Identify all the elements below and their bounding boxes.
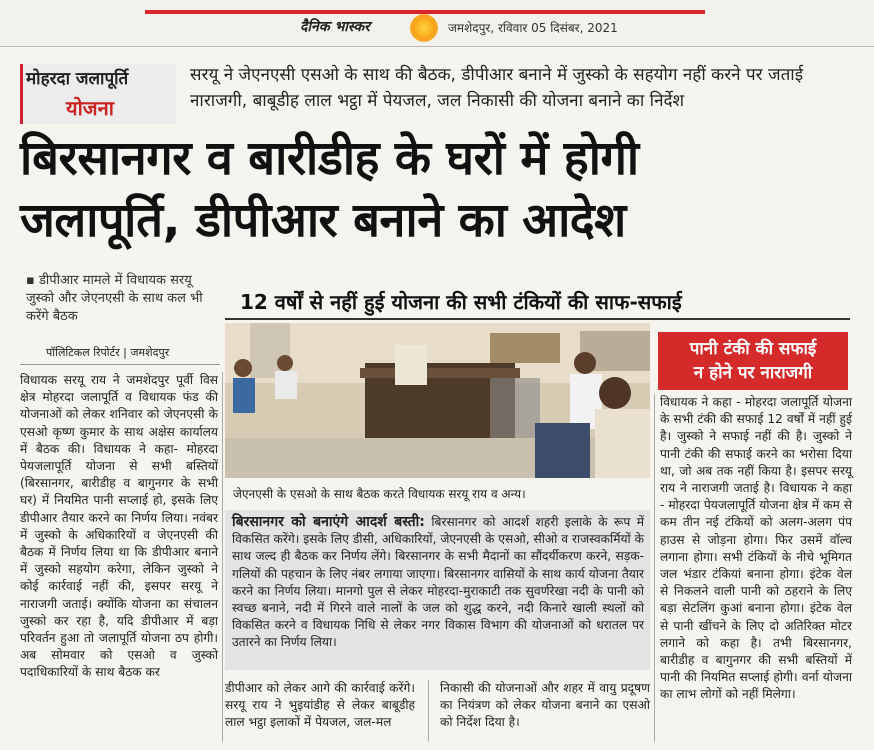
headline-line2: जलापूर्ति, डीपीआर बनाने का आदेश: [20, 193, 626, 248]
right-column-text: विधायक ने कहा - मोहरदा जलापूर्ति योजना के सभी टंकी की सफाई 12 वर्षों में नहीं हुई है। जुस्को ने सफाई नहीं की है। जुस्को ने पानी टंकी की सफाई करने का भरोसा दिया था, जो अब तक नहीं किया है। इसपर सरयू राय ने नाराजगी जताई है। विधायक ने कहा - मोहरदा पेयजलापूर्ति योजना क्षेत्र में कम से कम तीन नई टंकियों को अलग-अलग पंप हाउस से जोड़ना होगा। फिर उसमें वॉल्व लगाना होगा। सभी टंकियों के नीचे भूमिगत जल भंडार टंकियां बनाना होगा। इंटेक वेल से निकलने वाली पानी को ठहराने के लिए बड़ा सेटलिंग कुआं बनाना होगा। इंटेक वेल से पानी खींचने के लिए दो अतिरिक्त मोटर लगाने को कहा है। तभी बिरसानगर, बारीडीह व बागुनगर की सभी बस्तियों में पानी की नियमित सप्लाई होगी। वर्ना योजना का लाभ लोगों को नहीं मिलेगा।: [660, 395, 852, 702]
photo-caption: जेएनएसी के एसओ के साथ बैठक करते विधायक सरयू राय व अन्य।: [233, 487, 526, 501]
bottom-middle-text: डीपीआर को लेकर आगे की कार्रवाई करेंगे। सरयू राय ने भुइयांडीह से लेकर बाबूडीह लाल भट्ठा इलाकों में पेयजल, जल-मल: [225, 681, 415, 730]
red-callout-text: [662, 337, 844, 385]
column-divider-right: [654, 394, 655, 742]
sun-logo-icon: [410, 14, 438, 42]
kicker-line1: मोहरदा जलापूर्ति: [26, 69, 129, 89]
gray-info-heading: बिरसानगर को बनाएंगे आदर्श बस्ती:: [232, 514, 425, 530]
gray-info-content: [232, 514, 644, 652]
left-column-text: विधायक सरयू राय ने जमशेदपुर पूर्वी विस क्षेत्र मोहरदा जलापूर्ति व विधायक फंड की योजनाओं को लेकर शनिवार को जेएनएसी के एसओ कृष्ण कुमार के साथ अक्षेस कार्यालय में बैठक की। विधायक ने कहा- मोहरदा पेयजलापूर्ति योजना से सभी बस्तियों (बिरसानगर, बारीडीह व बागुनगर के सभी घर) में नियमित पानी सप्लाई हो, इसके लिए डीपीआर तैयार करने का निर्णय लिया। नवंबर में जुस्को के अधिकारियों व जेएनएसी की बैठक में निर्णय लिया था कि डीपीआर बनाने में जुस्को सहयोग करेगा, लेकिन जुस्को ने कोई कार्रवाई नहीं की, इसपर सरयू ने नाराजगी जताई। क्योंकि योजना का संचालन जुस्को कर रहा है, यदि डीपीआर में बड़ा परिवर्तन हुआ तो जलापूर्ति योजना ठप होगी। अब सोमवार को एसओ व जुस्को पदाधिकारियों के साथ बैठक कर: [20, 373, 218, 680]
red-callout-line1: पानी टंकी की सफाई: [689, 339, 817, 359]
sidebar-highlight: ▪ डीपीआर मामले में विधायक सरयू जुस्को और जेएनएसी के साथ कल भी करेंगे बैठक: [26, 273, 203, 324]
column-divider-left: [222, 372, 223, 742]
masthead-divider: [0, 46, 874, 47]
column-divider-bottom: [428, 680, 429, 742]
kicker-line2: योजना: [66, 96, 114, 120]
headline: [20, 128, 860, 252]
byline-rule: [20, 364, 220, 365]
subheadline-rule: [225, 318, 850, 320]
red-callout-line2: न होने पर नाराजगी: [693, 363, 813, 383]
subheadline: 12 वर्षों से नहीं हुई योजना की सभी टंकियों की साफ-सफाई: [240, 290, 682, 314]
deck-text: सरयू ने जेएनएसी एसओ के साथ की बैठक, डीपीआर बनाने में जुस्को के सहयोग नहीं करने पर जताई नाराजगी, बाबूडीह लाल भट्ठा में पेयजल, जल निकासी की योजना बनाने का निर्देश: [190, 65, 804, 111]
gray-info-body: बिरसानगर को आदर्श शहरी इलाके के रूप में विकसित करेंगे। इसके लिए डीसी, अधिकारियों, जेएनएसी के एसओ, सीओ व राजस्वकर्मियों के साथ जल्द ही बैठक कर निर्णय लेंगे। बिरसानगर के सभी मैदानों का सौंदर्यीकरण करने, सड़क-गलियों की पहचान के लिए नंबर लगाया जाएगा। बिरसानगर वासियों के साथ कार्य योजना तैयार करने का निर्णय लिया। मानगो पुल से लेकर मोहरदा-मुराकाटी तक सुवर्णरेखा नदी के पानी को स्वच्छ बनाने, नदी में गिरने वाले नालों के जल को शुद्ध करने, नदी किनारे खाली स्थलों को विकसित करने व विधायक निधि से लेकर नगर विकास विभाग की योजनाओं को धरातल पर उतारने का निर्णय लिया।: [232, 515, 644, 650]
brand-name: दैनिक भास्कर: [300, 19, 370, 35]
dateline: जमशेदपुर, रविवार 05 दिसंबर, 2021: [448, 21, 618, 35]
meeting-photo: [225, 323, 650, 478]
headline-line1: बिरसानगर व बारीडीह के घरों में होगी: [20, 131, 639, 186]
meeting-photo-illustration: [225, 323, 650, 478]
bottom-right-text: निकासी की योजनाओं और शहर में वायु प्रदूषण का नियंत्रण को लेकर योजना बनाने का एसओ को निर्देश दिया है।: [440, 681, 650, 730]
byline: पॉलिटिकल रिपोर्टर | जमशेदपुर: [46, 346, 170, 359]
